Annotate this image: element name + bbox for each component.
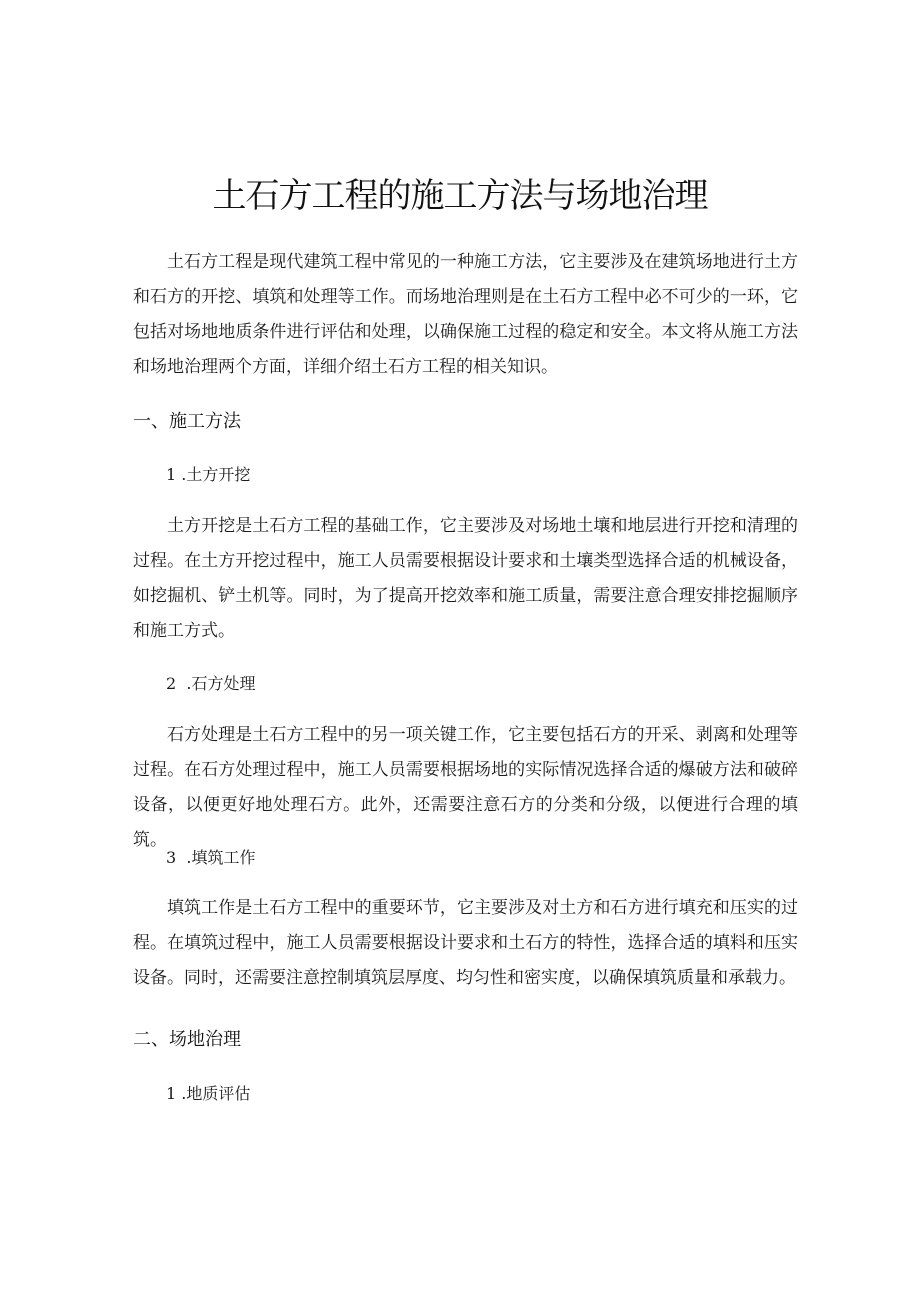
document-title: 土石方工程的施工方法与场地治理 xyxy=(212,176,708,216)
paragraph-earth-excavation: 土方开挖是土石方工程的基础工作，它主要涉及对场地土壤和地层进行开挖和清理的过程。在土方开挖过程中，施工人员需要根据设计要求和土壤类型选择合适的机械设备，如挖掘机、铲土机等。同时，为了提高开挖效率和施工质量，需要注意合理安排挖掘顺序和施工方式。 xyxy=(133,516,798,641)
subheading-geological-assessment: 1 .地质评估 xyxy=(166,1084,251,1103)
section-heading-site-treatment: 二、场地治理 xyxy=(133,1029,241,1050)
section-heading-construction-methods: 一、施工方法 xyxy=(133,411,241,432)
subheading-stone-processing: 2 .石方处理 xyxy=(166,674,256,693)
subheading-filling-work: 3 .填筑工作 xyxy=(166,848,256,867)
paragraph-stone-processing: 石方处理是土石方工程中的另一项关键工作，它主要包括石方的开采、剥离和处理等过程。在石方处理过程中，施工人员需要根据场地的实际情况选择合适的爆破方法和破碎设备，以便更好地处理石方。此外，还需要注意石方的分类和分级，以便进行合理的填筑。 xyxy=(133,725,798,850)
intro-paragraph: 土石方工程是现代建筑工程中常见的一种施工方法，它主要涉及在建筑场地进行土方和石方的开挖、填筑和处理等工作。而场地治理则是在土石方工程中必不可少的一环，它包括对场地地质条件进行评估和处理，以确保施工过程的稳定和安全。本文将从施工方法和场地治理两个方面，详细介绍土石方工程的相关知识。 xyxy=(133,252,798,377)
paragraph-filling-work: 填筑工作是土石方工程中的重要环节，它主要涉及对土方和石方进行填充和压实的过程。在填筑过程中，施工人员需要根据设计要求和土石方的特性，选择合适的填料和压实设备。同时，还需要注意控制填筑层厚度、均匀性和密实度，以确保填筑质量和承载力。 xyxy=(133,898,798,988)
subheading-earth-excavation: 1 .土方开挖 xyxy=(166,465,251,484)
